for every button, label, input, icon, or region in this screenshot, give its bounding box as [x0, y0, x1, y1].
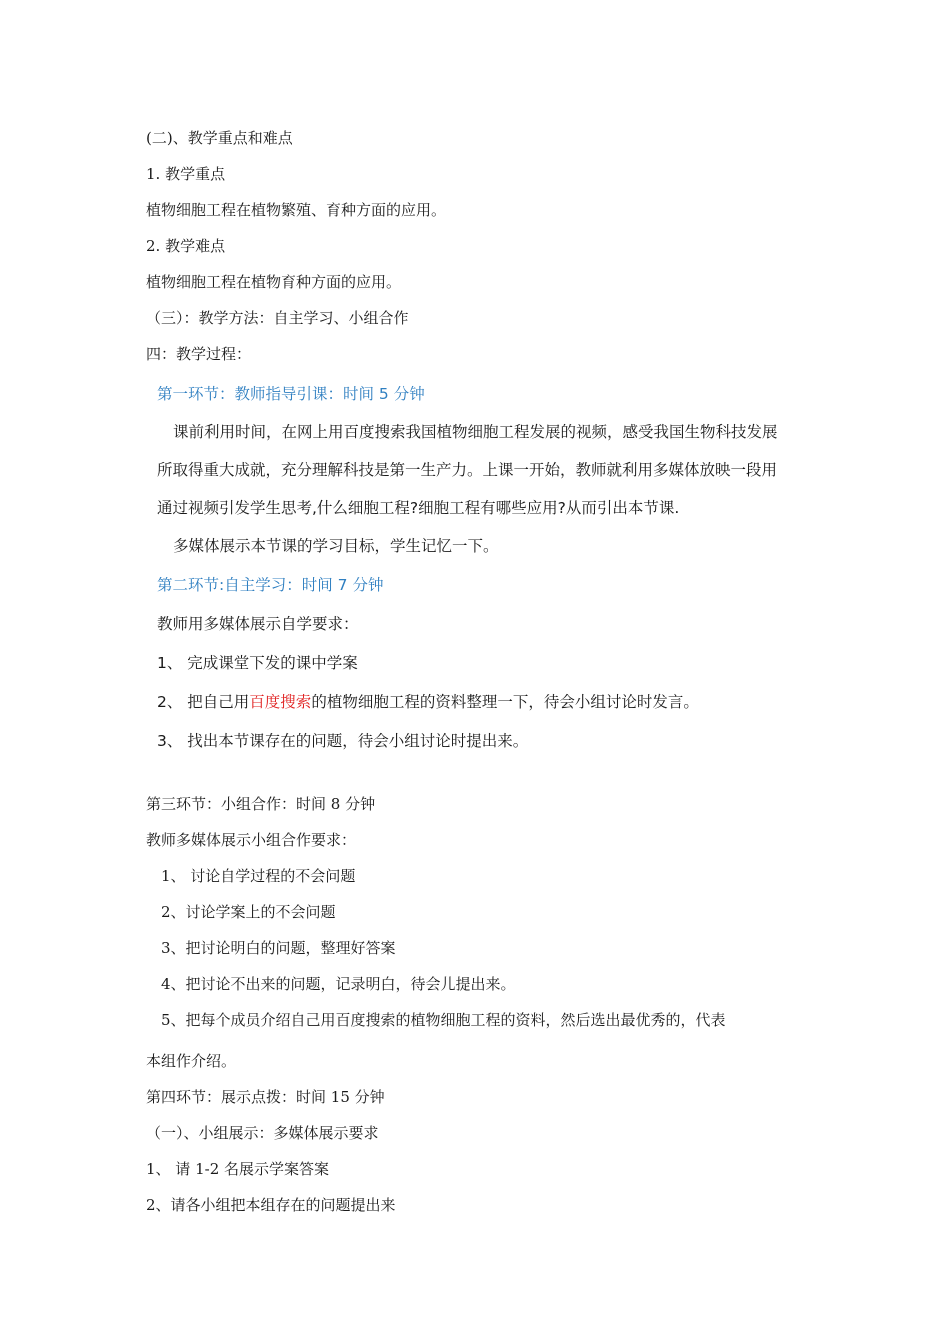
- step4-subheading: （一）、小组展示：多媒体展示要求: [146, 1124, 379, 1142]
- step1-paragraph-line: 课前利用时间，在网上用百度搜索我国植物细胞工程发展的视频，感受我国生物科技发展: [173, 423, 778, 441]
- paragraph-focus: 植物细胞工程在植物繁殖、育种方面的应用。: [146, 201, 447, 219]
- step4-item: 1、 请 1-2 名展示学案答案: [146, 1160, 330, 1178]
- step2-item: [157, 692, 699, 712]
- step4-item: 2、请各小组把本组存在的问题提出来: [146, 1196, 396, 1214]
- heading-teaching-focus: 1. 教学重点: [146, 165, 226, 183]
- step3-item: 5、把每个成员介绍自己用百度搜索的植物细胞工程的资料，然后选出最优秀的，代表: [161, 1011, 726, 1029]
- section-heading-method: （三）：教学方法：自主学习、小组合作: [146, 309, 409, 327]
- step4-title: 第四环节：展示点拨：时间 15 分钟: [146, 1088, 385, 1106]
- step2-item: 3、 找出本节课存在的问题，待会小组讨论时提出来。: [157, 732, 529, 750]
- step3-title: 第三环节：小组合作：时间 8 分钟: [146, 795, 376, 813]
- step2-item-text: 的植物细胞工程的资料整理一下，待会小组讨论时发言。: [311, 693, 699, 711]
- step3-intro: 教师多媒体展示小组合作要求：: [146, 831, 357, 849]
- section-heading-process: 四：教学过程：: [146, 345, 252, 363]
- step2-title: 第二环节:自主学习：时间 7 分钟: [157, 576, 384, 594]
- highlight-baidu-search: 百度搜索: [249, 693, 312, 711]
- step2-item-text: 2、 把自己用: [157, 693, 250, 711]
- step3-item-continued: 本组作介绍。: [146, 1052, 237, 1070]
- step3-item: 1、 讨论自学过程的不会问题: [161, 867, 356, 885]
- step2-item: 1、 完成课堂下发的课中学案: [157, 654, 358, 672]
- step1-title: 第一环节：教师指导引课：时间 5 分钟: [157, 385, 425, 403]
- step1-paragraph-line: 所取得重大成就，充分理解科技是第一生产力。上课一开始，教师就利用多媒体放映一段用: [157, 461, 778, 479]
- heading-teaching-difficulty: 2. 教学难点: [146, 237, 226, 255]
- step2-intro: 教师用多媒体展示自学要求：: [157, 615, 359, 633]
- step3-item: 3、把讨论明白的问题，整理好答案: [161, 939, 396, 957]
- step1-objective: 多媒体展示本节课的学习目标，学生记忆一下。: [173, 537, 499, 555]
- step3-item: 2、讨论学案上的不会问题: [161, 903, 336, 921]
- paragraph-difficulty: 植物细胞工程在植物育种方面的应用。: [146, 273, 402, 291]
- step1-paragraph-line: 通过视频引发学生思考,什么细胞工程?细胞工程有哪些应用?从而引出本节课.: [157, 499, 680, 517]
- section-heading-focus: (二)、教学重点和难点: [146, 129, 293, 147]
- step3-item: 4、把讨论不出来的问题，记录明白，待会儿提出来。: [161, 975, 516, 993]
